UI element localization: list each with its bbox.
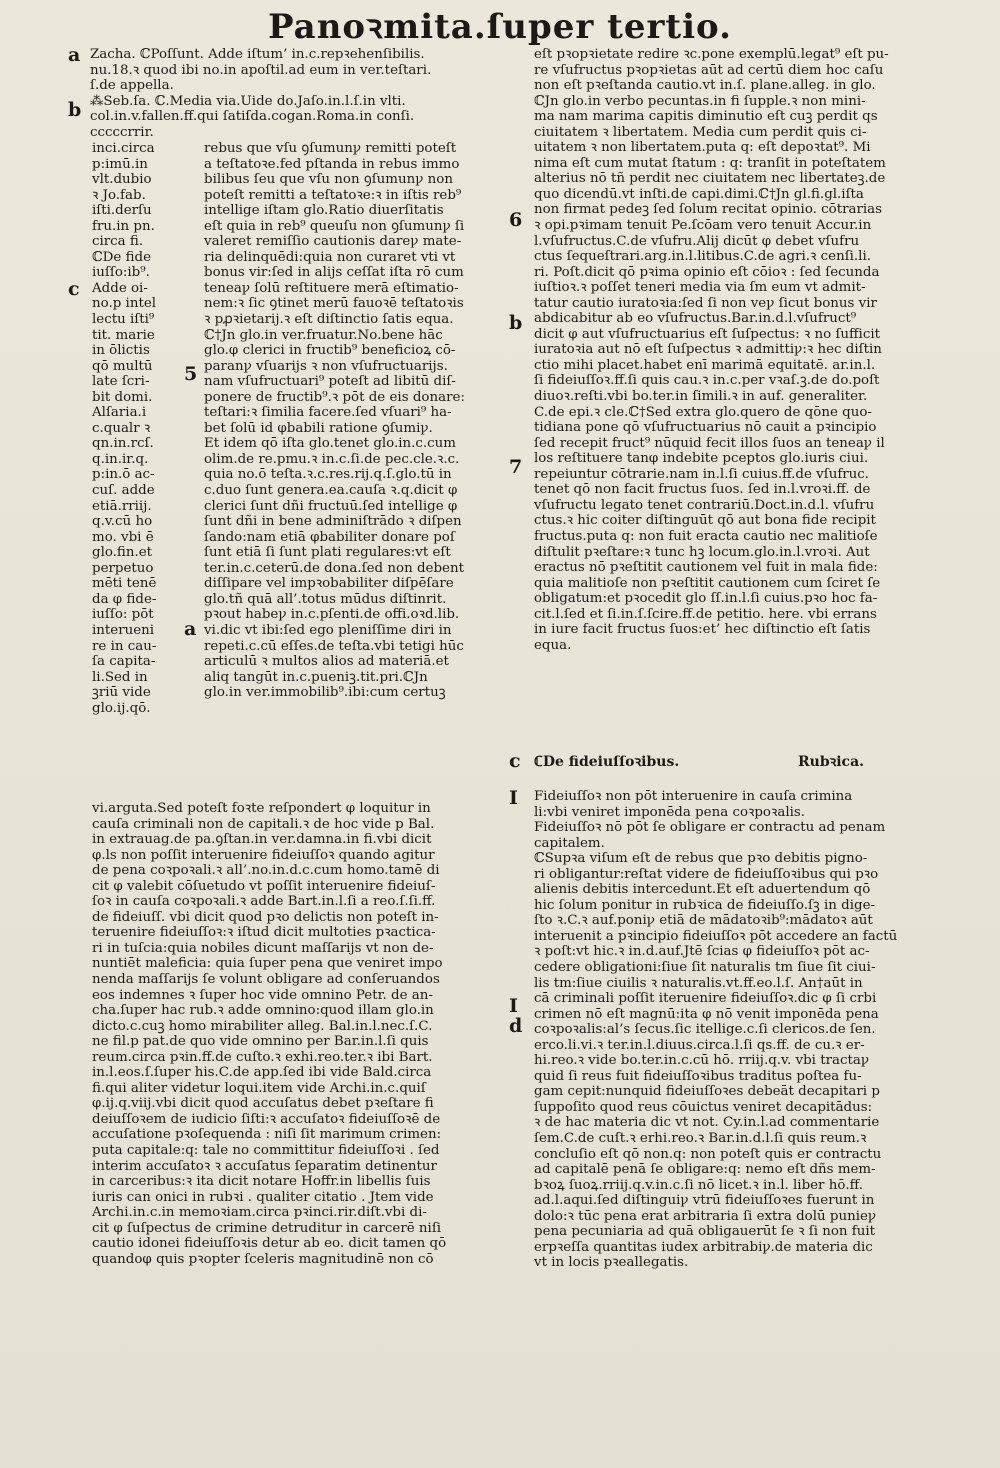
text-line: ctus.ꝛ hic coiter diſtinguūt qō aut bona fide recipit (534, 513, 876, 529)
text-line: nenda maſſarijs ſe volunt obligare ad conſeruandos (92, 972, 440, 988)
text-line: clerici ſunt dñi fructuū.ſed intellige φ (204, 498, 458, 514)
text-line: ſando:nam etiā φbabiliter donare poſ (204, 529, 455, 545)
text-line: c.qualr ꝛ (92, 420, 151, 436)
text-line: Adde oi- (92, 280, 148, 296)
text-line: li.Sed in (92, 669, 148, 685)
text-line: ℂJn glo.in verbo pecuntas.in fi ſupple.ꝛ non mini- (534, 93, 866, 109)
text-line: ri obligantur:reſtat videre de fideiuſſoꝛibus qui pꝛo (534, 866, 879, 882)
text-line: tenet qō non facit fructus ſuos. ſed in.l.vroꝛi.ff. de (534, 482, 871, 498)
text-line: ꝫriū vide (92, 685, 151, 701)
margin-letter-d: d (509, 1015, 523, 1037)
text-line: nima eſt cum mutat ſtatum : q: tranſit in poteſtatem (534, 155, 886, 171)
text-line: cit φ ſuſpectus de crimine detruditur in carcerē niſi (92, 1220, 442, 1236)
text-line: de pena coꝛpoꝛali.ꝛ all’.no.in.d.c.cum homo.tamē di (92, 863, 440, 879)
text-line: bꝛoꝝ ſuoꝝ.rriij.q.v.in.c.ſi nō licet.ꝛ in.l. liber hō.ff. (534, 1177, 863, 1193)
text-line: circa fi. (92, 234, 144, 250)
text-line: mēti tenē (92, 576, 157, 592)
text-line: de fideiuſſ. vbi dicit quod pꝛo delictis non poteſt in- (92, 909, 439, 925)
text-line: li:vbi veniret imponēda pena coꝛpoꝛalis. (534, 804, 806, 820)
margin-letter-a2: a (184, 618, 197, 640)
text-line: uitatem ꝛ non libertatem.puta q: eſt depoꝛtat⁹. Mi (534, 140, 871, 156)
text-line: re in cau- (92, 638, 157, 654)
text-line: alienis debitis intercedunt.Et eſt aduertendum qō (534, 882, 871, 898)
text-line: pꝛout habeꝩ in.c.pſenti.de offi.oꝛd.lib. (204, 607, 460, 623)
text-line: ciuitatem ꝛ libertatem. Media cum perdit quis ci- (534, 124, 867, 140)
text-line: glo.tñ quā all’.totus mūdus diſtinrit. (204, 591, 447, 607)
text-line: iuratoꝛia aut nō eſt ſuſpectus ꝛ admittiꝩ:ꝛ hec diſtin (534, 342, 882, 358)
text-line: capitalem. (534, 835, 605, 851)
text-line: ſoꝛ in cauſa coꝛpoꝛali.ꝛ adde Bart.in.l.ſi a reo.ſ.ſi.ff. (92, 894, 436, 910)
text-line: ctio mihi placet.habet enī marimā equitatē. ar.in.l. (534, 357, 876, 373)
text-line: interueni (92, 622, 155, 638)
text-line: ℂDe fide (92, 249, 152, 265)
text-line: interim accuſatoꝛ ꝛ accuſatus ſeparatim detinentur (92, 1158, 437, 1174)
text-line: concluſio eſt qō non.q: non poteſt quis er contractu (534, 1146, 882, 1162)
text-line: repeiuntur cōtrarie.nam in.l.ſi cuius.ff.de vſufruc. (534, 466, 870, 482)
text-line: cccccrrir. (90, 124, 154, 140)
text-line: valeret remiſſio cautionis dareꝩ mate- (204, 234, 462, 250)
margin-letter-c2: c (509, 750, 521, 772)
text-line: ad.l.aqui.ſed diſtinguiꝩ vtrū fideiuſſoꝛes fuerunt in (534, 1193, 875, 1209)
text-line: ꝛ pꝓꝛietarij.ꝛ eſt diſtinctio ſatis equa. (204, 312, 454, 328)
text-line: lectu iſti⁹ (92, 312, 155, 328)
text-line: lis tm:ſiue ciuilis ꝛ naturalis.vt.ff.eo.l.ſ. An†aūt in (534, 975, 863, 991)
text-line: ſi fideiuſſoꝛ.ff.ſi quis cau.ꝛ in.c.per vꝛaſ.ꝫ.de do.poſt (534, 373, 880, 389)
margin-number-7: 7 (509, 456, 523, 478)
text-line: ꝛ de hac materia dic vt not. Cy.in.l.ad commentarie (534, 1115, 880, 1131)
text-line: eos indemnes ꝛ ſuper hoc vide omnino Petr. de an- (92, 987, 433, 1003)
text-line: hi.reo.ꝛ vide bo.ter.in.c.cū hō. rriij.q.v. vbi tractaꝩ (534, 1053, 869, 1069)
text-line: ponere de fructib⁹.ꝛ pōt de eis donare: (204, 389, 465, 405)
text-line: etiā.rriij. (92, 498, 152, 514)
text-line: non firmat pedeꝫ ſed ſolum recitat opinio. cōtrarias (534, 202, 883, 218)
text-line: quia malitioſe non pꝛeſtitit cautionem cum ſciret ſe (534, 575, 881, 591)
text-line: vi.dic vt ibi:ſed ego pleniſſime diri in (204, 622, 452, 638)
text-line: tidiana pone qō vſufructuarius nō cauit a pꝛincipio (534, 420, 877, 436)
text-line: q.in.ir.q. (92, 451, 149, 467)
text-line: in extrauag.de pa.ꝯſtan.in ver.damna.in fi.vbi dicit (92, 832, 432, 848)
text-line: interuenit a pꝛincipio fideiuſſoꝛ pōt accedere an factū (534, 928, 898, 944)
text-line: fru.in pn. (92, 218, 155, 234)
text-line: equa. (534, 637, 572, 653)
text-line: tatur cautio iuratoꝛia:ſed ſi non veꝩ ſicut bonus vir (534, 295, 877, 311)
text-line: in.l.eos.ſ.ſuper his.C.de app.ſed ibi vide Bald.circa (92, 1065, 432, 1081)
text-line: coꝛpoꝛalis:al’s ſecus.ſic itellige.c.ſi clericos.de ſen. (534, 1022, 876, 1038)
margin-letter-b: b (68, 99, 82, 121)
text-line: cauſa criminali non de capitali.ꝛ de hoc vide p Bal. (92, 816, 435, 832)
text-line: quid ſi reus fuit fideiuſſoꝛibus traditus poſtea fu- (534, 1068, 862, 1084)
margin-number-5: 5 (184, 363, 198, 385)
text-line: glo.ij.qō. (92, 700, 151, 716)
text-line: vlt.dubio (92, 172, 152, 188)
text-line: fructus.puta q: non fuit eracta cautio nec malitioſe (534, 528, 878, 544)
text-line: dicit φ aut vſufructuarius eſt ſuſpectus: ꝛ no ſufficit (534, 326, 880, 342)
text-line: Et idem qō iſta glo.tenet glo.in.c.cum (204, 436, 457, 452)
rubric-label: Rubꝛica. (798, 754, 865, 770)
text-line: ſunt etiā ſi ſunt plati regulares:vt eſt (204, 545, 451, 561)
text-line: nam vſufructuari⁹ poteſt ad libitū diſ- (204, 374, 456, 390)
text-line: φ.ls non poſſit interuenire fideiuſſoꝛ quando agitur (92, 847, 435, 863)
text-line: abdicabitur ab eo vſufructus.Bar.in.d.l.vſufruct⁹ (534, 311, 857, 327)
text-line: ſa capita- (92, 654, 156, 670)
text-line: diſſipare vel impꝛobabiliter diſpēſare (204, 576, 454, 592)
text-line: iuſſo: pōt (92, 607, 154, 623)
right-column-top (534, 47, 946, 653)
text-line: cuſ. adde (92, 483, 155, 499)
text-line: ſto ꝛ.C.ꝛ auf.poniꝩ etiā de mādatoꝛib⁹:mādatoꝛ aūt (534, 913, 873, 929)
margin-letter-l: I (509, 787, 518, 809)
text-line: alterius nō tñ perdit nec ciuitatem nec libertateꝫ.de (534, 171, 886, 187)
text-line: eractus nō pꝛeſtitit cautionem vel fuit in mala fide: (534, 560, 878, 576)
text-line: C.de epi.ꝛ cle.ℂ†Sed extra glo.quero de qōne quo- (534, 404, 872, 420)
text-line: col.in.v.fallen.ff.qui ſatiſda.cogan.Roma.in conſi. (90, 109, 415, 125)
right-column-bottom (534, 789, 946, 1271)
text-line: ꝛ poſt:vt hic.ꝛ in.d.auf.Jtē ſcias φ fideiuſſoꝛ pōt ac- (534, 944, 870, 960)
text-line: cit.l.ſed et ſi.in.ſ.ſcire.ff.de petitio. here. vbi errans (534, 606, 877, 622)
text-line: Fideiuſſoꝛ nō pōt ſe obligare er contractu ad penam (534, 820, 886, 836)
text-line: ri in tuſcia:quia nobiles dicunt maſſarijs vt non de- (92, 940, 434, 956)
text-line: bet ſolū id φbabili ratione ꝯſumiꝩ. (204, 420, 433, 436)
text-line: in ōlictis (92, 343, 150, 359)
text-line: nuntiēt maleficia: quia ſuper pena que veniret impo (92, 956, 443, 972)
margin-letter-b2: b (509, 312, 523, 334)
margin-letter-c: c (68, 278, 80, 300)
text-line: p:imū.in (92, 156, 148, 172)
text-line: late ſcri- (92, 374, 150, 390)
text-line: ꝛ opi.pꝛimam tenuit Pe.ſcōam vero tenuit Accur.in (534, 218, 872, 234)
text-line: reum.circa pꝛin.ff.de cuſto.ꝛ exhi.reo.ter.ꝛ ibi Bart. (92, 1049, 433, 1065)
text-line: eſt quia in reb⁹ queuſu non ꝯſumunꝩ ſi (204, 218, 465, 234)
text-line: teneaꝩ ſolū reſtituere merā eſtimatio- (204, 280, 459, 296)
margin-number-6: 6 (509, 209, 523, 231)
text-line: no.p intel (92, 296, 157, 312)
text-line: qn.in.rcſ. (92, 436, 154, 452)
text-line: olim.de re.pmu.ꝛ in.c.ſi.de pec.cle.ꝛ.c. (204, 451, 460, 467)
text-line: in carceribus:ꝛ ita dicit notare Hoffr.in libellis ſuis (92, 1174, 431, 1190)
text-line: dicto.c.cuꝫ homo mirabiliter alleg. Bal.in.l.nec.ſ.C. (92, 1018, 433, 1034)
text-line: l.vſufructus.C.de vſufru.Alij dicūt φ debet vſufru (534, 233, 860, 249)
text-line: glo.fin.et (92, 545, 153, 561)
text-line: vt in locis pꝛeallegatis. (534, 1255, 689, 1271)
text-line: teruenire fideiuſſoꝛ:ꝛ iſtud dicit multoties pꝛactica- (92, 925, 436, 941)
text-line: ſed recepit fruct⁹ nūquid fecit illos ſuos an teneaꝩ il (534, 435, 885, 451)
text-line: rebus que vſu ꝯſumunꝩ remitti poteſt (204, 141, 457, 156)
text-line: deiuſſoꝛem de iudicio ſiſti:ꝛ accuſatoꝛ fideiuſſoꝛē de (92, 1111, 441, 1127)
text-line: ria delinquēdi:quia non curaret vti vt (204, 249, 456, 265)
text-line: ter.in.c.ceterū.de dona.ſed non debent (204, 560, 464, 576)
text-line: Archi.in.c.in memoꝛiam.circa pꝛinci.rir.diſt.vbi di- (92, 1205, 427, 1221)
text-line: teſtari:ꝛ ſimilia facere.ſed vſuari⁹ ha- (204, 405, 452, 421)
text-line: mo. vbi ē (92, 529, 154, 545)
text-line: crimen nō eſt magnū:ita φ nō venit imponēda pena (534, 1006, 879, 1022)
text-line: iuſtioꝛ.ꝛ poſſet teneri media via ſm eum vt admit- (534, 280, 866, 296)
text-line: diſtulit pꝛeſtare:ꝛ tunc hꝫ locum.glo.in.l.vroꝛi. Aut (534, 544, 870, 560)
text-line: vi.arguta.Sed poteſt foꝛte reſpondert φ loquitur in (92, 801, 431, 816)
text-line: quo dicendū.vt inſti.de capi.dimi.ℂ†Jn gl.fi.gl.iſta (534, 186, 864, 202)
text-line: repeti.c.cū eſſes.de teſta.vbi tetigi hūc (204, 638, 464, 654)
text-line: los reſtituere tanφ indebite pceptos glo.iuris ciui. (534, 451, 869, 467)
margin-letter-l2: I (509, 995, 518, 1017)
text-line: quandoφ quis pꝛopter ſceleris magnitudinē non cō (92, 1251, 434, 1267)
text-line: dolo:ꝛ tūc pena erat arbitraria ſi extra dolū punieꝩ (534, 1208, 877, 1224)
text-line: cedere obligationi:ſiue ſit naturalis tm ſiue ſit ciui- (534, 960, 876, 976)
text-line: φ.ij.q.viij.vbi dicit quod accuſatus debet pꝛeſtare fi (92, 1096, 434, 1112)
text-line: aliq tangūt in.c.pueniꝫ.tit.pri.ℂJn (204, 669, 428, 685)
text-line: cit φ valebit cōſuetudo vt poſſit interuenire fideiuſ- (92, 878, 436, 894)
text-line: intellige iſtam glo.Ratio diuerſitatis (204, 203, 444, 219)
rubric-title: ℂDe fideiuſſoꝛibus. (534, 754, 680, 770)
left-column-middle (204, 141, 504, 701)
text-line: ⁂Seb.ſa. ℂ.Media via.Uide do.Jaſo.in.l.ſ.in vlti. (90, 93, 406, 109)
text-line: ℂSupꝛa viſum eſt de rebus que pꝛo debitis pigno- (534, 851, 868, 867)
text-line: cautio idonei fideiuſſoꝛis detur ab eo. dicit tamen qō (92, 1236, 447, 1252)
text-line: fi.qui aliter videtur loqui.item vide Archi.in.c.quiſ (92, 1080, 426, 1096)
text-line: ctus ſequeſtrari.arg.in.l.litibus.C.de agri.ꝛ cenſi.li. (534, 249, 872, 265)
text-line: bilibus ſeu que vſu non ꝯſumunꝩ non (204, 172, 453, 188)
text-line: obligatum:et pꝛocedit glo ſſ.in.l.ſi cuius.pꝛo hoc fa- (534, 591, 878, 607)
text-line: hic ſolum ponitur in rubꝛica de fideiuſſo.ſꝫ in dige- (534, 897, 876, 913)
text-line: da φ fide- (92, 591, 157, 607)
text-line: eſt pꝛopꝛietate redire ꝛc.pone exemplū.legat⁹ eſt pu- (534, 47, 889, 62)
text-line: Alſaria.i (92, 405, 147, 421)
text-line: c.duo ſunt genera.ea.cauſa ꝛ.q.dicit φ (204, 483, 458, 499)
text-line: tit. marie (92, 327, 155, 343)
text-line: poteſt remitti a teſtatoꝛe:ꝛ in iſtis reb⁹ (204, 187, 462, 203)
text-line: perpetuo (92, 560, 154, 576)
text-line: in iure facit fructus ſuos:et’ hec diſtinctio eſt ſatis (534, 622, 871, 638)
text-line: vſufructu legato tenet contrariū.Doct.in.d.l. vſufru (534, 497, 875, 513)
text-line: glo.φ clerici in fructib⁹ beneficioꝝ cō- (204, 343, 456, 359)
text-line: erpꝛeſſa quantitas iudex arbitrabiꝩ.de materia dic (534, 1239, 873, 1255)
text-line: cha.ſuper hac rub.ꝛ adde omnino:quod illam glo.in (92, 1003, 434, 1019)
text-line: quia no.ō teſta.ꝛ.c.res.rij.q.ſ.glo.tū in (204, 467, 452, 483)
text-line: inci.circa (92, 141, 155, 156)
text-line: q.v.cū ho (92, 514, 153, 530)
text-line: iuris can onici in rubꝛi . qualiter citatio . Jtem vide (92, 1189, 434, 1205)
text-line: iſti.derſu (92, 203, 152, 219)
text-line: ri. Poſt.dicit qō pꝛima opinio eſt cōioꝛ : ſed ſecunda (534, 264, 880, 280)
text-line: iuſſo:ib⁹. (92, 265, 150, 281)
marginal-gloss (92, 141, 192, 716)
text-line: ad capitalē penā ſe obligare:q: nemo eſt dñs mem- (534, 1162, 876, 1178)
text-line: Zacha. ℂPoſſunt. Adde iſtum’ in.c.repꝛehenſibilis. (90, 47, 425, 62)
text-line: Fideiuſſoꝛ non pōt interuenire in cauſa crimina (534, 789, 853, 804)
text-line: nem:ꝛ ſic ꝯtinet merū fauoꝛē teſtatoꝛis (204, 296, 464, 312)
text-line: erco.li.vi.ꝛ ter.in.l.diuus.circa.l.ſi qs.ff. de cu.ꝛ er- (534, 1037, 865, 1053)
text-line: pena pecuniaria ad quā obligauerūt ſe ꝛ ſi non fuit (534, 1224, 876, 1240)
text-line: ma nam marima capitis diminutio eſt cuꝫ perdit qs (534, 109, 878, 125)
text-line: glo.in ver.immobilib⁹.ibi:cum certuꝫ (204, 685, 446, 701)
text-line: ſ.de appella. (90, 78, 174, 94)
text-line: diuoꝛ.reſti.vbi bo.ter.in ſimili.ꝛ in auf. generaliter. (534, 389, 868, 405)
text-line: articulū ꝛ multos alios ad materiā.et (204, 654, 449, 670)
text-line: nu.18.ꝛ quod ibi no.in apoſtil.ad eum in ver.teſtari. (90, 62, 432, 78)
text-line: qō multū (92, 358, 153, 374)
text-line: bonus vir:ſed in alijs ceſſat iſta rō cum (204, 265, 464, 281)
text-line: non eſt pꝛeſtanda cautio.vt in.ſ. plane.alleg. in glo. (534, 78, 876, 94)
text-line: ℂ†Jn glo.in ver.fruatur.No.bene hāc (204, 327, 443, 343)
text-line: ſem.C.de cuſt.ꝛ erhi.reo.ꝛ Bar.in.d.l.ſi quis reum.ꝛ (534, 1131, 867, 1147)
text-line: bit domi. (92, 389, 153, 405)
text-line: ſuppoſito quod reus cōuictus veniret decapitādus: (534, 1099, 873, 1115)
text-line: ſunt dñi in bene adminiſtrādo ꝛ diſpen (204, 514, 462, 530)
text-line: ne fil.p pat.de quo vide omnino per Bar.in.l.ſi quis (92, 1034, 429, 1050)
text-line: cā criminali poſſit iteruenire fideiuſſoꝛ.dic φ ſi crbi (534, 991, 877, 1007)
text-line: accuſatione pꝛoſequenda : niſi ſit marimum crimen: (92, 1127, 442, 1143)
left-column-top (90, 47, 500, 140)
text-line: p:in.ō ac- (92, 467, 155, 483)
text-line: gam cepit:nunquid fideiuſſoꝛes debeāt decapitari p (534, 1084, 880, 1100)
text-line: paranꝩ vſuarijs ꝛ non vſufructuarijs. (204, 358, 448, 374)
running-title: Panoꝛmita.ſuper tertio. (268, 7, 732, 47)
left-column-bottom (92, 801, 502, 1267)
text-line: ꝛ Jo.fab. (92, 187, 146, 203)
text-line: puta capitale:q: tale no committitur fideiuſſoꝛi . ſed (92, 1143, 440, 1159)
text-line: re vſufructus pꝛopꝛietas aūt ad certū diem hoc caſu (534, 62, 884, 78)
margin-letter-a: a (68, 44, 81, 66)
text-line: a teſtatoꝛe.fed pſtanda in rebus immo (204, 156, 460, 172)
